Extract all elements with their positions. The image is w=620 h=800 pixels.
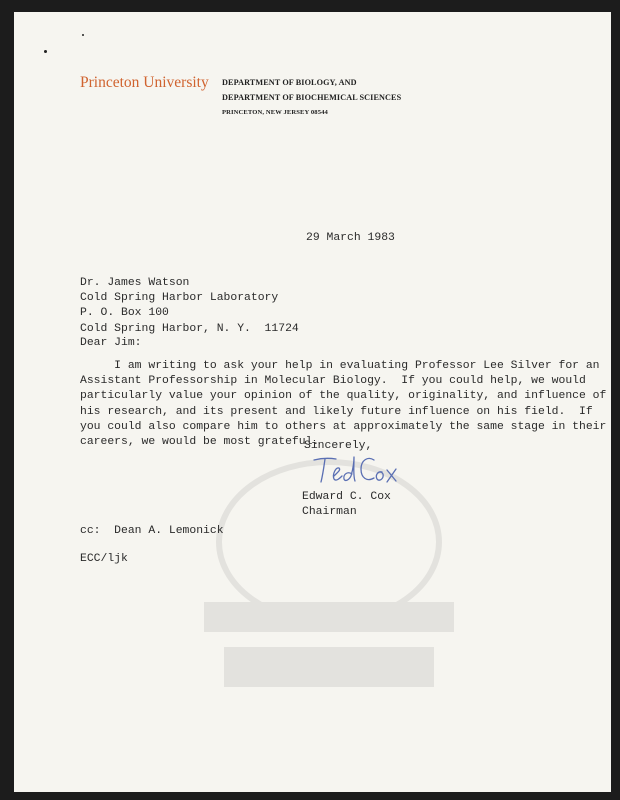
letter-page <box>14 12 611 792</box>
signer-name: Edward C. Cox <box>302 491 391 503</box>
body-line: careers, we would be most grateful. <box>80 436 320 449</box>
body-line: his research, and its present and likely future influence on his field. If <box>80 405 593 418</box>
body-line: you could also compare him to others at approximately the same stage in their <box>80 420 607 433</box>
closing: Sincerely, <box>304 440 373 452</box>
salutation: Dear Jim: <box>80 337 142 349</box>
signer-title: Chairman <box>302 506 357 519</box>
body-line: particularly value your opinion of the quality, originality, and influence of <box>80 390 607 403</box>
reference-initials: ECC/ljk <box>80 553 128 565</box>
paper-speck <box>82 34 84 36</box>
letterhead-university: Princeton University <box>80 74 209 91</box>
letter-body <box>80 359 606 450</box>
recipient-city: Cold Spring Harbor, N. Y. 11724 <box>80 322 299 335</box>
cc-line: cc: Dean A. Lemonick <box>80 525 224 537</box>
body-line: Assistant Professorship in Molecular Biology. If you could help, we would <box>80 375 586 388</box>
letterhead-department-line2: DEPARTMENT OF BIOCHEMICAL SCIENCES <box>222 93 402 102</box>
signer-block <box>302 490 391 520</box>
letterhead-address: PRINCETON, NEW JERSEY 08544 <box>222 109 328 116</box>
letter-date: 29 March 1983 <box>306 232 395 244</box>
recipient-name: Dr. James Watson <box>80 277 190 289</box>
letterhead-department-line1: DEPARTMENT OF BIOLOGY, AND <box>222 78 357 87</box>
handwritten-signature <box>312 454 402 488</box>
recipient-organization: Cold Spring Harbor Laboratory <box>80 292 279 305</box>
body-line: I am writing to ask your help in evaluating Professor Lee Silver for an <box>80 360 600 372</box>
recipient-address <box>80 276 299 337</box>
paper-speck <box>44 50 47 53</box>
recipient-po-box: P. O. Box 100 <box>80 307 169 320</box>
